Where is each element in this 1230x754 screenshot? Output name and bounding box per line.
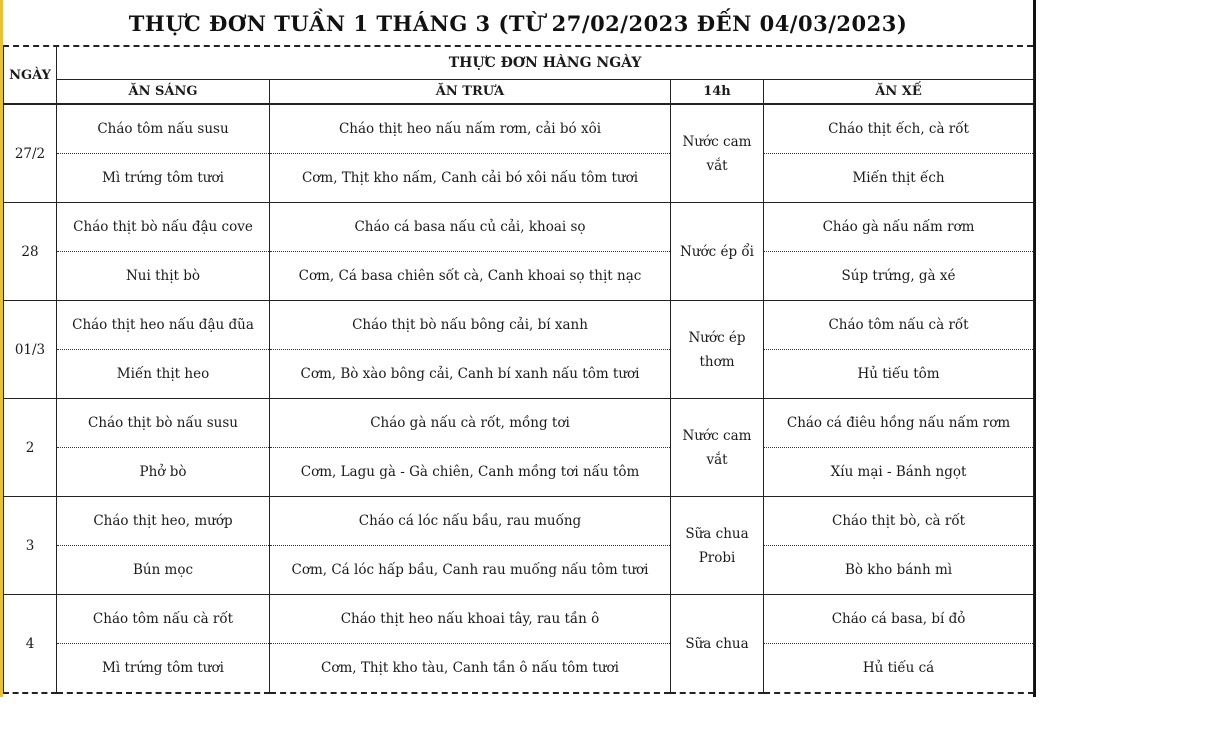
breakfast-item: Bún mọc xyxy=(57,546,270,595)
lunch-item: Cơm, Bò xào bông cải, Canh bí xanh nấu tôm tươi xyxy=(270,350,671,399)
day-row-second xyxy=(4,644,1034,694)
day-row-second xyxy=(4,350,1034,399)
snack-item: Cháo thịt ếch, cà rốt xyxy=(764,104,1034,154)
header-snack: ĂN XẾ xyxy=(764,80,1034,105)
header-lunch: ĂN TRƯA xyxy=(270,80,671,105)
breakfast-item: Cháo thịt bò nấu susu xyxy=(57,399,270,448)
drink-cell: Sữa chua xyxy=(671,595,764,694)
header-breakfast: ĂN SÁNG xyxy=(57,80,270,105)
breakfast-item: Cháo thịt heo nấu đậu đũa xyxy=(57,301,270,350)
page-title: THỰC ĐƠN TUẦN 1 THÁNG 3 (TỪ 27/02/2023 ĐẾN 04/03/2023) xyxy=(128,10,908,36)
snack-item: Súp trứng, gà xé xyxy=(764,252,1034,301)
day-cell: 28 xyxy=(4,203,57,301)
day-cell: 3 xyxy=(4,497,57,595)
snack-item: Cháo thịt bò, cà rốt xyxy=(764,497,1034,546)
breakfast-item: Cháo thịt bò nấu đậu cove xyxy=(57,203,270,252)
drink-cell: Sữa chua Probi xyxy=(671,497,764,595)
day-row xyxy=(4,399,1034,448)
day-row-second xyxy=(4,252,1034,301)
header-day: NGÀY xyxy=(4,47,57,104)
day-cell: 27/2 xyxy=(4,104,57,203)
breakfast-item: Mì trứng tôm tươi xyxy=(57,644,270,694)
snack-item: Xíu mại - Bánh ngọt xyxy=(764,448,1034,497)
drink-cell: Nước cam vắt xyxy=(671,399,764,497)
lunch-item: Cơm, Cá basa chiên sốt cà, Canh khoai sọ thịt nạc xyxy=(270,252,671,301)
lunch-item: Cơm, Thịt kho nấm, Canh cải bó xôi nấu tôm tươi xyxy=(270,154,671,203)
snack-item: Cháo tôm nấu cà rốt xyxy=(764,301,1034,350)
lunch-item: Cháo cá basa nấu củ cải, khoai sọ xyxy=(270,203,671,252)
snack-item: Cháo gà nấu nấm rơm xyxy=(764,203,1034,252)
lunch-item: Cơm, Lagu gà - Gà chiên, Canh mồng tơi nấu tôm xyxy=(270,448,671,497)
lunch-item: Cháo cá lóc nấu bầu, rau muống xyxy=(270,497,671,546)
drink-cell: Nước ép thơm xyxy=(671,301,764,399)
lunch-item: Cháo thịt heo nấu khoai tây, rau tần ô xyxy=(270,595,671,644)
snack-item: Cháo cá điêu hồng nấu nấm rơm xyxy=(764,399,1034,448)
day-cell: 01/3 xyxy=(4,301,57,399)
header-daily-menu: THỰC ĐƠN HÀNG NGÀY xyxy=(57,47,1034,80)
header-row-1 xyxy=(4,47,1034,80)
breakfast-item: Cháo tôm nấu susu xyxy=(57,104,270,154)
breakfast-item: Mì trứng tôm tươi xyxy=(57,154,270,203)
snack-item: Bò kho bánh mì xyxy=(764,546,1034,595)
drink-cell: Nước cam vắt xyxy=(671,104,764,203)
day-row xyxy=(4,203,1034,252)
breakfast-item: Cháo thịt heo, mướp xyxy=(57,497,270,546)
snack-item: Cháo cá basa, bí đỏ xyxy=(764,595,1034,644)
header-row-2 xyxy=(4,80,1034,105)
day-row-second xyxy=(4,448,1034,497)
lunch-item: Cơm, Cá lóc hấp bầu, Canh rau muống nấu tôm tươi xyxy=(270,546,671,595)
snack-item: Miến thịt ếch xyxy=(764,154,1034,203)
day-row-second xyxy=(4,154,1034,203)
lunch-item: Cháo gà nấu cà rốt, mồng tơi xyxy=(270,399,671,448)
lunch-item: Cháo thịt bò nấu bông cải, bí xanh xyxy=(270,301,671,350)
lunch-item: Cháo thịt heo nấu nấm rơm, cải bó xôi xyxy=(270,104,671,154)
breakfast-item: Cháo tôm nấu cà rốt xyxy=(57,595,270,644)
day-cell: 2 xyxy=(4,399,57,497)
day-row-second xyxy=(4,546,1034,595)
breakfast-item: Miến thịt heo xyxy=(57,350,270,399)
day-cell: 4 xyxy=(4,595,57,694)
day-row xyxy=(4,497,1034,546)
breakfast-item: Phở bò xyxy=(57,448,270,497)
header-14h: 14h xyxy=(671,80,764,105)
snack-item: Hủ tiếu tôm xyxy=(764,350,1034,399)
day-row xyxy=(4,104,1034,154)
day-row xyxy=(4,595,1034,644)
breakfast-item: Nui thịt bò xyxy=(57,252,270,301)
drink-cell: Nước ép ổi xyxy=(671,203,764,301)
snack-item: Hủ tiếu cá xyxy=(764,644,1034,694)
day-row xyxy=(4,301,1034,350)
lunch-item: Cơm, Thịt kho tàu, Canh tần ô nấu tôm tươi xyxy=(270,644,671,694)
menu-table xyxy=(3,47,1034,694)
